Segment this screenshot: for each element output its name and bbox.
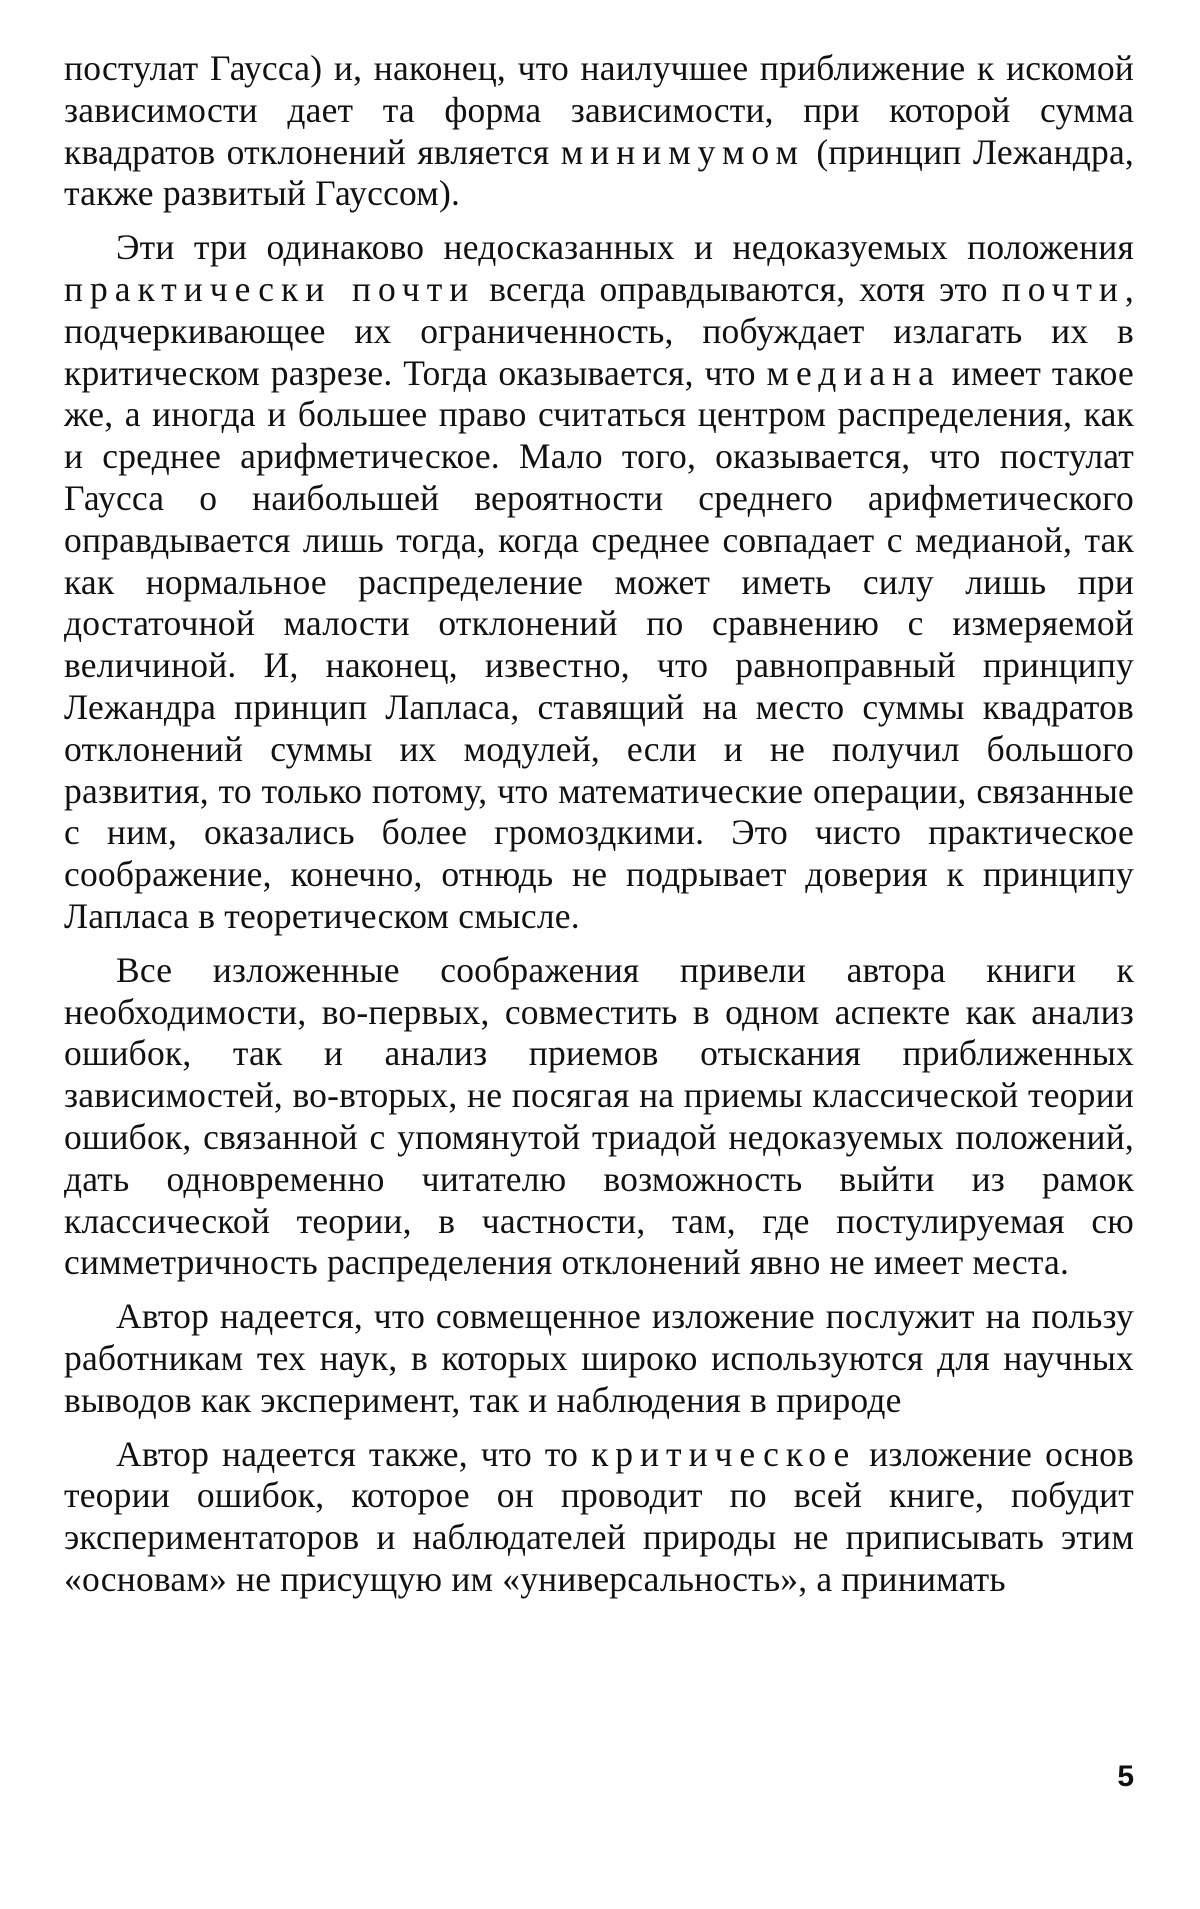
emphasized-text: минимумом xyxy=(560,131,805,172)
text-run: всегда оправдываются, хотя это xyxy=(475,268,1002,309)
text-run: изложение основ теории ошибок, которое он проводит по всей книге, побудит экспериментаторов и наблюдателей природы не приписывать этим «основам» не присущую им «универсальность», а принимать xyxy=(64,1433,1134,1599)
emphasized-text: медиана xyxy=(766,352,941,393)
emphasized-text: почти xyxy=(1001,268,1125,309)
page-text xyxy=(64,48,1134,1601)
text-run: Автор надеется, что совмещенное изложение послужит на пользу работникам тех наук, в которых широко используются для научных выводов как эксперимент, так и наблюдения в природе xyxy=(64,1296,1134,1420)
book-page xyxy=(64,48,1134,1878)
page-number: 5 xyxy=(1117,1760,1134,1793)
text-run: , подчеркивающее их ограниченность, побуждает излагать их в критическом разрезе. Тогда оказывается, что xyxy=(64,268,1134,393)
text-run: Автор надеется также, что то xyxy=(116,1433,592,1474)
text-run: (принцип Лежандра, также развитый Гауссом). xyxy=(64,131,1134,214)
text-run: имеет такое же, а иногда и большее право считаться центром распределения, как и среднее арифметическое. Мало того, оказывается, что постулат Гаусса о наибольшей вероятности среднего арифметического оправдывается лишь тогда, когда среднее совпадает с медианой, так как нормальное распределение может иметь силу лишь при достаточной малости отклонений по сравнению с измеряемой величиной. И, наконец, известно, что равноправный принципу Лежандра принцип Лапласа, ставящий на место суммы квадратов отклонений суммы их модулей, если и не получил большого развития, то только потому, что математические операции, связанные с ним, оказались более громоздкими. Это чисто практическое соображение, конечно, отнюдь не подрывает доверия к принципу Лапласа в теоретическом смысле. xyxy=(64,352,1135,936)
paragraph-1 xyxy=(64,48,1134,215)
paragraph-3 xyxy=(64,950,1134,1284)
emphasized-text: практически почти xyxy=(64,268,476,309)
paragraph-5 xyxy=(64,1434,1134,1601)
paragraph-4 xyxy=(64,1296,1134,1421)
emphasized-text: критическое xyxy=(591,1433,857,1474)
paragraph-2 xyxy=(64,227,1134,938)
text-run: постулат Гаусса) и, наконец, что наилучшее приближение к искомой зависимости дает та форма зависимости, при которой сумма квадратов отклонений является xyxy=(64,48,1134,172)
text-run: Эти три одинаково недосказанных и недоказуемых положения xyxy=(116,227,1134,268)
text-run: Все изложенные соображения привели автора книги к необходимости, во-первых, совместить в одном аспекте как анализ ошибок, так и анализ приемов отыскания приближенных зависимостей, во-вторых, не посягая на приемы классической теории ошибок, связанной с упомянутой триадой недоказуемых положений, дать одновременно читателю возможность выйти из рамок классической теории, в частности, там, где постулируемая сю симметричность распределения отклонений явно не имеет места. xyxy=(64,949,1134,1283)
